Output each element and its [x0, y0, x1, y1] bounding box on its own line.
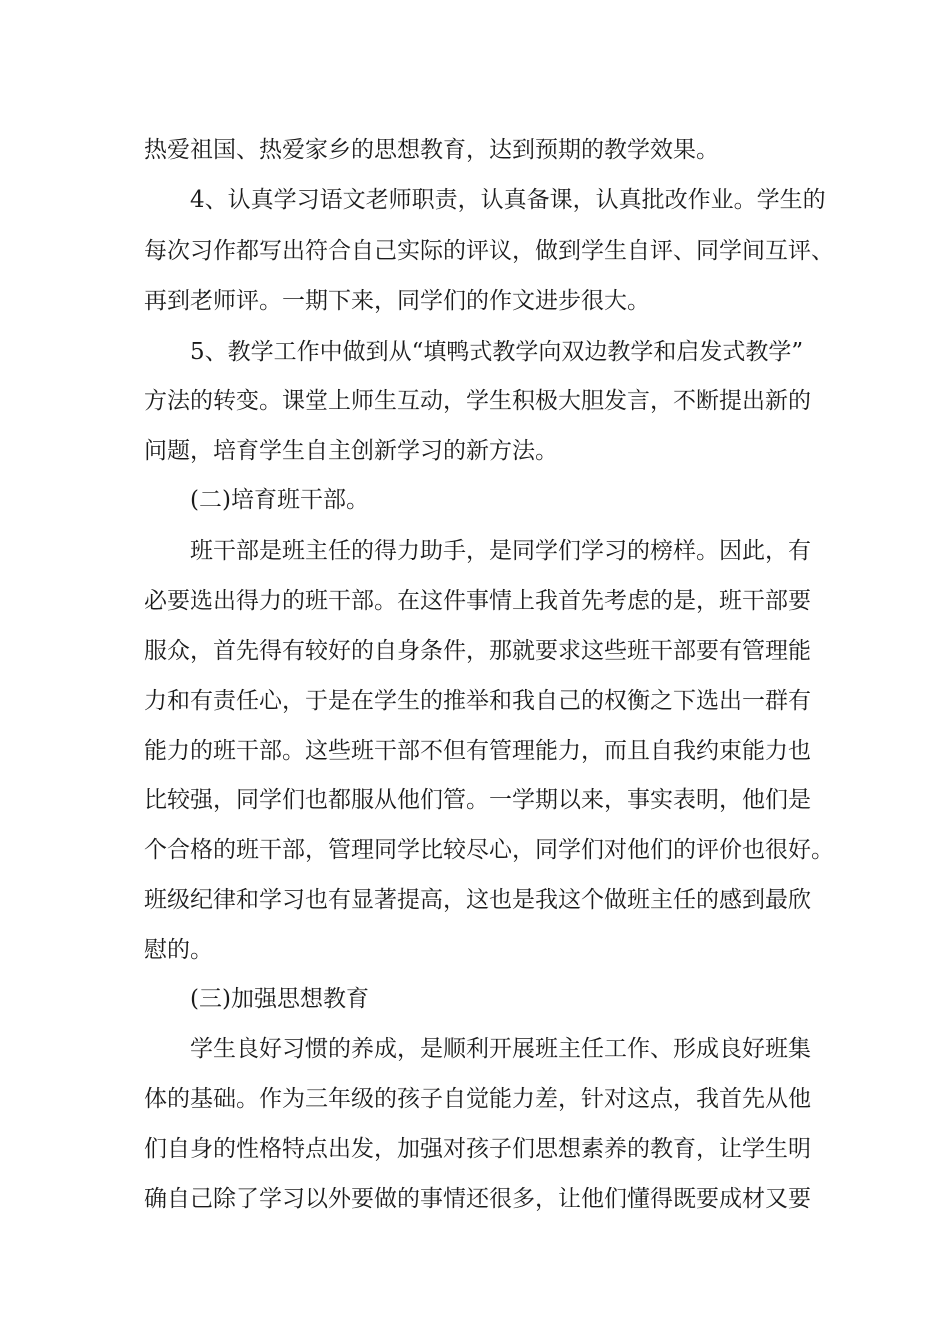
text-line: 比较强，同学们也都服从他们管。一学期以来，事实表明，他们是 [144, 787, 811, 813]
text-line: 问题，培育学生自主创新学习的新方法。 [144, 438, 558, 464]
section-heading: (三)加强思想教育 [190, 986, 369, 1012]
text-line: 再到老师评。一期下来，同学们的作文进步很大。 [144, 288, 650, 314]
text-line: 班级纪律和学习也有显著提高，这也是我这个做班主任的感到最欣 [144, 887, 811, 913]
text-line: 必要选出得力的班干部。在这件事情上我首先考虑的是，班干部要 [144, 588, 811, 614]
text-line: 每次习作都写出符合自己实际的评议，做到学生自评、同学间互评、 [144, 238, 834, 264]
text-line: 确自己除了学习以外要做的事情还很多，让他们懂得既要成材又要 [144, 1186, 811, 1212]
text-line: 热爱祖国、热爱家乡的思想教育，达到预期的教学效果。 [144, 137, 719, 163]
text-line: 慰的。 [144, 937, 213, 963]
text-line: 体的基础。作为三年级的孩子自觉能力差，针对这点，我首先从他 [144, 1086, 811, 1112]
text-line: 能力的班干部。这些班干部不但有管理能力，而且自我约束能力也 [144, 738, 811, 764]
text-line: 个合格的班干部，管理同学比较尽心，同学们对他们的评价也很好。 [144, 837, 834, 863]
text-line: 们自身的性格特点出发，加强对孩子们思想素养的教育，让学生明 [144, 1136, 811, 1162]
text-line: 学生良好习惯的养成，是顺利开展班主任工作、形成良好班集 [190, 1036, 811, 1062]
text-line: 方法的转变。课堂上师生互动，学生积极大胆发言，不断提出新的 [144, 388, 811, 414]
text-line: 力和有责任心，于是在学生的推举和我自己的权衡之下选出一群有 [144, 688, 811, 714]
text-line: 服众，首先得有较好的自身条件，那就要求这些班干部要有管理能 [144, 638, 811, 664]
section-heading: (二)培育班干部。 [190, 487, 369, 513]
text-line: 4、认真学习语文老师职责，认真备课，认真批改作业。学生的 [190, 187, 826, 213]
text-line: 班干部是班主任的得力助手，是同学们学习的榜样。因此，有 [190, 538, 811, 564]
text-line: 5、教学工作中做到从“填鸭式教学向双边教学和启发式教学” [190, 339, 804, 365]
